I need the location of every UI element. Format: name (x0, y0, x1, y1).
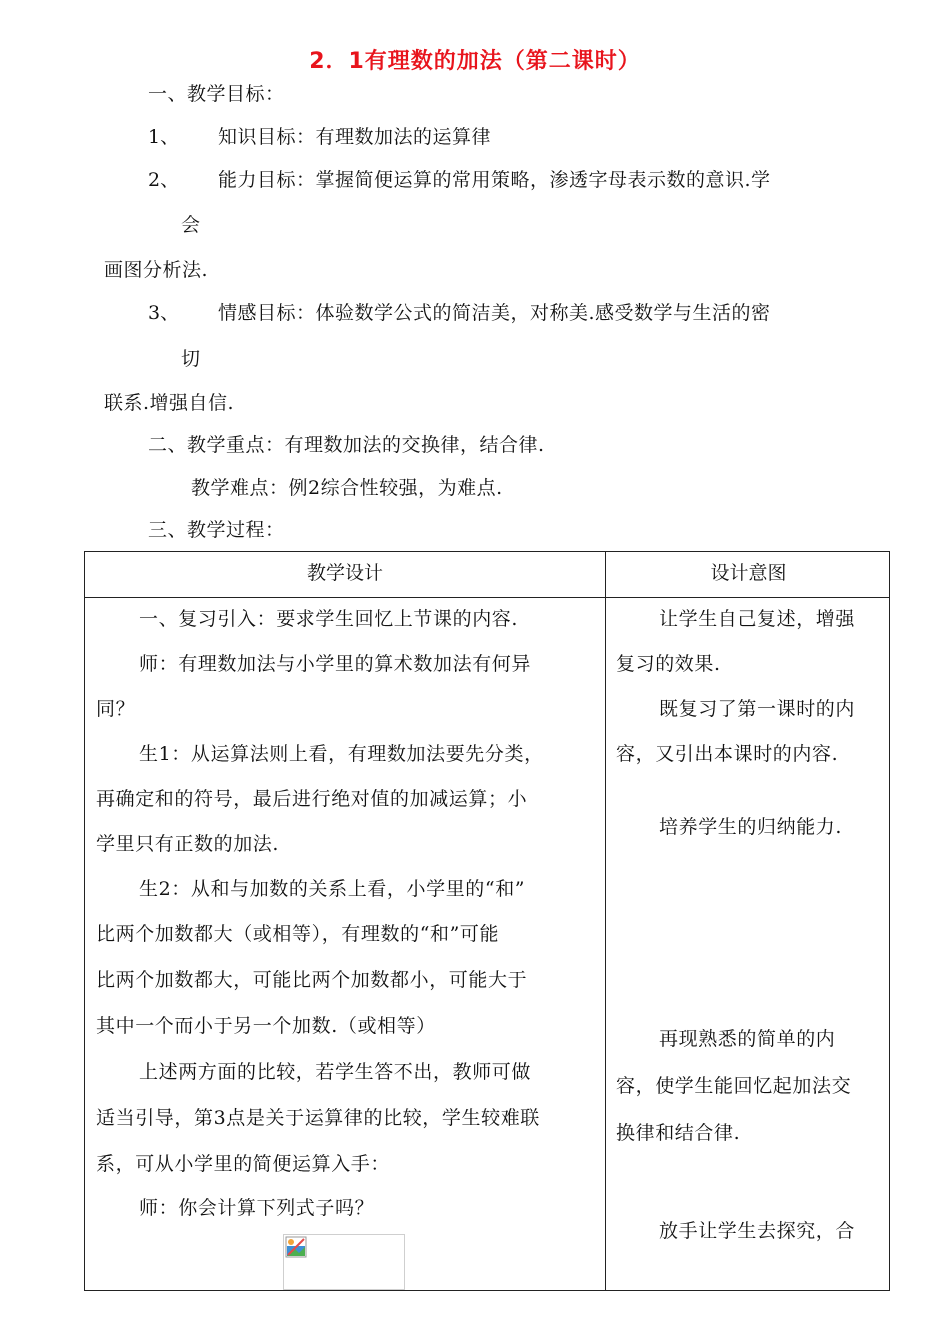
table-header-divider (85, 597, 889, 598)
lesson-plan-table (84, 551, 890, 1291)
goal-3-number: 3、 (148, 302, 180, 324)
design-line: 师：你会计算下列式子吗？ (139, 1197, 375, 1219)
design-line: 适当引导，第3点是关于运算律的比较，学生较难联 (96, 1107, 540, 1129)
design-line: 比两个加数都大（或相等），有理数的“和”可能 (96, 923, 500, 945)
goal-2-text-wrap: 会 (181, 214, 201, 236)
goal-1-number: 1、 (148, 126, 180, 148)
page-title: 2．1有理数的加法（第二课时） (309, 49, 641, 74)
key-points: 二、教学重点：有理数加法的交换律，结合律. (148, 434, 545, 456)
intent-line: 放手让学生去探究，合 (659, 1220, 856, 1242)
design-line: 生1：从运算法则上看，有理数加法要先分类， (139, 743, 544, 765)
design-line: 学里只有正数的加法. (96, 833, 280, 855)
goal-3-text-wrap: 切 (181, 348, 201, 370)
intent-line: 让学生自己复述，增强 (659, 608, 856, 630)
header-design-intent: 设计意图 (710, 562, 787, 584)
goal-1-text: 知识目标：有理数加法的运算律 (218, 126, 492, 148)
process-heading: 三、教学过程： (148, 519, 285, 541)
design-line: 一、复习引入：要求学生回忆上节课的内容. (139, 608, 519, 630)
design-line: 同？ (96, 698, 136, 720)
goal-2-text: 能力目标：掌握简便运算的常用策略，渗透字母表示数的意识.学 (218, 169, 771, 191)
goal-2-text-cont: 画图分析法. (104, 259, 209, 281)
design-line: 师：有理数加法与小学里的算术数加法有何异 (139, 653, 532, 675)
header-teaching-design: 教学设计 (306, 562, 383, 584)
intent-line: 换律和结合律. (616, 1122, 741, 1144)
intent-line: 培养学生的归纳能力. (659, 816, 843, 838)
goal-2-number: 2、 (148, 169, 180, 191)
design-line: 系，可从小学里的简便运算入手： (96, 1153, 391, 1175)
goals-heading: 一、教学目标： (148, 83, 285, 105)
design-line: 比两个加数都大，可能比两个加数都小，可能大于 (96, 969, 528, 991)
intent-line: 容，又引出本课时的内容. (616, 743, 839, 765)
intent-line: 既复习了第一课时的内 (659, 698, 856, 720)
difficult-points: 教学难点：例2综合性较强，为难点. (191, 477, 503, 499)
design-line: 再确定和的符号，最后进行绝对值的加减运算；小 (96, 788, 528, 810)
goal-3-text-cont: 联系.增强自信. (104, 392, 235, 414)
intent-line: 复习的效果. (616, 653, 721, 675)
intent-line: 再现熟悉的简单的内 (659, 1028, 836, 1050)
goal-3-text: 情感目标：体验数学公式的简洁美，对称美.感受数学与生活的密 (218, 302, 771, 324)
design-line: 其中一个而小于另一个加数.（或相等） (96, 1015, 436, 1037)
intent-line: 容，使学生能回忆起加法交 (616, 1075, 852, 1097)
missing-image-placeholder (283, 1234, 405, 1290)
broken-image-icon (285, 1236, 307, 1258)
table-column-divider (605, 552, 606, 1290)
design-line: 生2：从和与加数的关系上看，小学里的“和” (139, 878, 526, 900)
design-line: 上述两方面的比较，若学生答不出，教师可做 (139, 1061, 532, 1083)
